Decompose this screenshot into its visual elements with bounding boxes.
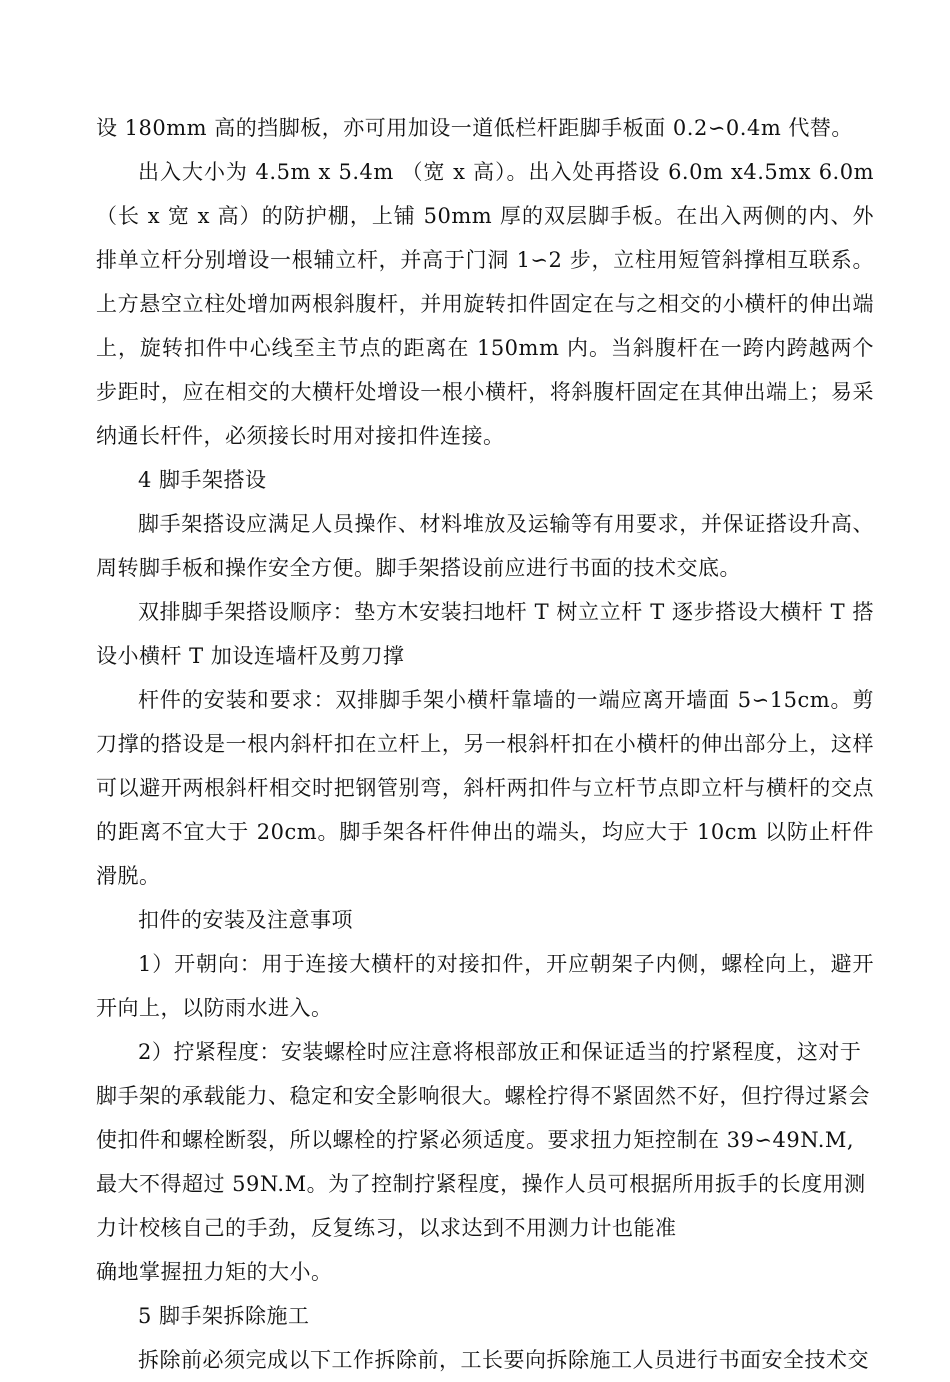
paragraph-toe-board: 设 180mm 高的挡脚板，亦可用加设一道低栏杆距脚手板面 0.2∽0.4m 代替。 xyxy=(96,116,853,140)
paragraph-erection-sequence: 双排脚手架搭设顺序：垫方木安装扫地杆 T 树立立杆 T 逐步搭设大横杆 T 搭设小横杆 T 加设连墙杆及剪刀撑 xyxy=(96,600,874,668)
paragraph-torque-continuation: 确地掌握扭力矩的大小。 xyxy=(96,1260,333,1284)
subheading-coupler-installation: 扣件的安装及注意事项 xyxy=(138,908,353,932)
paragraph-dismantling-prep: 拆除前必须完成以下工作拆除前，工长要向拆除施工人员进行书面安全技术交 xyxy=(138,1348,869,1372)
section-heading-scaffold-erection: 4 脚手架搭设 xyxy=(138,468,267,492)
section-heading-dismantling: 5 脚手架拆除施工 xyxy=(138,1304,310,1328)
paragraph-member-installation: 杆件的安装和要求：双排脚手架小横杆靠墙的一端应离开墙面 5∽15cm。剪刀撑的搭设是一根内斜杆扣在立杆上，另一根斜杆扣在小横杆的伸出部分上，这样可以避开两根斜杆相交时把钢管别弯，斜杆两扣件与立杆节点即立杆与横杆的交点的距离不宜大于 20cm。脚手架各杆件伸出的端头，均应大于 10cm 以防止杆件滑脱。 xyxy=(96,688,874,888)
paragraph-erection-requirements: 脚手架搭设应满足人员操作、材料堆放及运输等有用要求，并保证搭设升高、周转脚手板和操作安全方便。脚手架搭设前应进行书面的技术交底。 xyxy=(96,512,874,580)
paragraph-entrance-size: 出入大小为 4.5m x 5.4m （宽 x 高）。出入处再搭设 6.0m x4.5mx 6.0m（长 x 宽 x 高）的防护棚，上铺 50mm 厚的双层脚手板。在出入两侧的内、外排单立杆分别增设一根辅立杆，并高于门洞 1∽2 步，立柱用短管斜撑相互联系。上方悬空立柱处增加两根斜腹杆，并用旋转扣件固定在与之相交的小横杆的伸出端上，旋转扣件中心线至主节点的距离在 150mm 内。当斜腹杆在一跨内跨越两个步距时，应在相交的大横杆处增设一根小横杆，将斜腹杆固定在其伸出端上；易采纳通长杆件，必须接长时用对接扣件连接。 xyxy=(96,160,874,448)
paragraph-tightening-degree: 2）拧紧程度：安装螺栓时应注意将根部放正和保证适当的拧紧程度，这对于脚手架的承载能力、稳定和安全影响很大。螺栓拧得不紧固然不好，但拧得过紧会使扣件和螺栓断裂，所以螺栓的拧紧必须适度。要求扭力矩控制在 39∽49N.M,最大不得超过 59N.M。为了控制拧紧程度，操作人员可根据所用扳手的长度用测力计校核自己的手劲，反复练习，以求达到不用测力计也能准 xyxy=(96,1040,870,1240)
document-body xyxy=(96,106,874,1382)
paragraph-opening-direction: 1）开朝向：用于连接大横杆的对接扣件，开应朝架子内侧，螺栓向上，避开开向上，以防雨水进入。 xyxy=(96,952,874,1020)
